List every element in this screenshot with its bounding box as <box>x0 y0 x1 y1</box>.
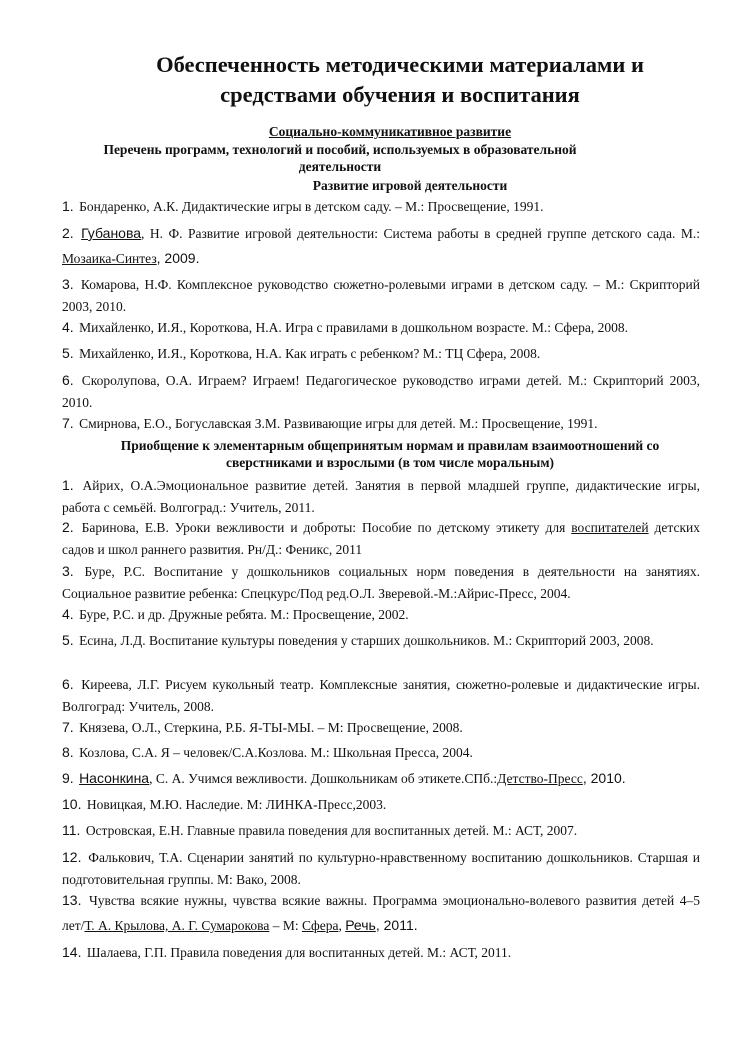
title-line-2: средствами обучения и воспитания <box>220 82 580 107</box>
item-number: 3. <box>62 563 74 579</box>
item-number: 4. <box>62 606 74 622</box>
item-text: Шалаева, Г.П. Правила поведения для воспитанных детей. М.: АСТ, 2011. <box>86 945 512 960</box>
item-number: 6. <box>62 676 74 692</box>
item-year: , 2009. <box>156 250 200 266</box>
item-author-link[interactable]: Губанова <box>81 225 142 241</box>
list-item <box>62 888 700 938</box>
item-text: Баринова, Е.В. Уроки вежливости и доброты: Пособие по детскому этикету для <box>81 520 572 535</box>
list-item <box>62 767 700 790</box>
list-item <box>62 369 700 414</box>
item-text: Киреева, Л.Г. Рисуем кукольный театр. Комплексные занятия, сюжетно-ролевые и дидактические игры. Волгоград: Учитель, 2008. <box>62 677 700 714</box>
item-text: Козлова, С.А. Я – человек/С.А.Козлова. М.: Школьная Пресса, 2004. <box>79 745 473 760</box>
title-line-1: Обеспеченность методическими материалами и <box>156 52 644 77</box>
item-number: 9. <box>62 770 74 786</box>
item-year: , 2010. <box>582 770 626 786</box>
item-number: 14. <box>62 944 82 960</box>
list-item <box>62 819 700 842</box>
item-text: , С. А. Учимся вежливости. Дошкольникам об этикете.СПб.: <box>149 771 498 786</box>
item-publisher-link[interactable]: Детство-Пресс <box>497 771 583 786</box>
section-title: Социально-коммуникативное развитие <box>268 124 512 139</box>
list-item <box>62 412 700 435</box>
item-text: Князева, О.Л., Стеркина, Р.Б. Я-ТЫ-МЫ. – М: Просвещение, 2008. <box>79 720 463 735</box>
list-heading-line-1: Перечень программ, технологий и пособий, используемых в образовательной <box>103 142 577 157</box>
item-number: 1. <box>62 477 74 493</box>
item-link[interactable]: воспитателей <box>571 520 649 535</box>
item-number: 11. <box>62 822 81 838</box>
item-number: 6. <box>62 372 74 388</box>
list-item <box>62 516 700 561</box>
item-publisher-link[interactable]: Речь <box>345 917 376 933</box>
item-text: Островская, Е.Н. Главные правила поведения для воспитанных детей. М.: АСТ, 2007. <box>85 823 578 838</box>
item-text: Буре, Р.С. Воспитание у дошкольников социальных норм поведения в деятельности на занятиях. Социальное развитие ребенка: Спецкурс/Под ред.О.Л. Зверевой.-М.:Айрис-Пресс, 2004. <box>62 564 701 601</box>
item-author-link[interactable]: Насонкина <box>79 770 150 786</box>
list-heading <box>40 141 640 175</box>
item-number: 3. <box>62 276 74 292</box>
list-item <box>62 846 700 891</box>
item-text: Смирнова, Е.О., Богуславская З.М. Развивающие игры для детей. М.: Просвещение, 1991. <box>79 416 598 431</box>
item-text: Есина, Л.Д. Воспитание культуры поведения у старших дошкольников. М.: Скрипторий 2003, 2008. <box>79 633 654 648</box>
subsection-line-1: Приобщение к элементарным общепринятым нормам и правилам взаимоотношений со <box>120 438 660 453</box>
item-year: , 2011. <box>375 917 418 933</box>
item-number: 8. <box>62 744 74 760</box>
item-number: 5. <box>62 632 74 648</box>
item-number: 1. <box>62 198 74 214</box>
item-text: Бондаренко, А.К. Дидактические игры в детском саду. – М.: Просвещение, 1991. <box>79 199 544 214</box>
item-text: Комарова, Н.Ф. Комплексное руководство сюжетно-ролевыми играми в детском саду. – М.: Скрипторий 2003, 2010. <box>62 277 701 314</box>
subsection-line-2: сверстниками и взрослыми (в том числе моральным) <box>225 455 555 470</box>
item-text: Буре, Р.С. и др. Дружные ребята. М.: Просвещение, 2002. <box>79 607 409 622</box>
list-item <box>62 793 700 816</box>
list-item <box>62 673 700 718</box>
item-text: , Н. Ф. Развитие игровой деятельности: Система работы в средней группе детского сада. М.: <box>141 226 700 241</box>
page-title <box>60 50 740 110</box>
item-publisher-link[interactable]: Мозаика-Синтез <box>62 251 157 266</box>
item-text: детских садов и школ раннего развития. Рн/Д.: Феникс, 2011 <box>62 520 700 557</box>
subsection-title-games: Развитие игровой деятельности <box>312 178 508 193</box>
list-item <box>62 342 700 365</box>
item-number: 5. <box>62 345 74 361</box>
item-text: Скоролупова, О.А. Играем? Играем! Педагогическое руководство играми детей. М.: Скрипторий 2003, 2010. <box>62 373 700 410</box>
item-publisher-link[interactable]: Сфера <box>301 918 339 933</box>
list-item <box>62 629 700 652</box>
item-text: Чувства всякие нужны, чувства всякие важны. Программа эмоционально-волевого развития детей 4–5 лет/ <box>62 893 700 933</box>
subsection-title-norms <box>60 437 720 471</box>
item-number: 2. <box>62 519 74 535</box>
list-item <box>62 316 700 339</box>
list-item <box>62 221 700 271</box>
list-item <box>62 273 700 318</box>
item-number: 13. <box>62 892 82 908</box>
item-number: 7. <box>62 415 74 431</box>
list-item <box>62 603 700 626</box>
list-item <box>62 716 700 739</box>
item-text: Михайленко, И.Я., Короткова, Н.А. Игра с правилами в дошкольном возрасте. М.: Сфера, 2008. <box>79 320 628 335</box>
item-number: 12. <box>62 849 82 865</box>
item-number: 4. <box>62 319 74 335</box>
item-text: Фалькович, Т.А. Сценарии занятий по культурно-нравственному воспитанию дошкольников. Старшая и подготовительная группы. М: Вако, 2008. <box>62 850 700 887</box>
list-item <box>62 474 700 519</box>
item-text: – М: <box>269 918 302 933</box>
list-heading-line-2: деятельности <box>298 159 382 174</box>
item-number: 7. <box>62 719 74 735</box>
list-item <box>62 941 700 964</box>
item-text: Михайленко, И.Я., Короткова, Н.А. Как играть с ребенком? М.: ТЦ Сфера, 2008. <box>79 346 541 361</box>
item-number: 2. <box>62 225 74 241</box>
list-item <box>62 560 700 605</box>
item-number: 10. <box>62 796 82 812</box>
item-text: Айрих, О.А.Эмоциональное развитие детей. Занятия в первой младшей группе, дидактические игры, работа с семьёй. Волгоград.: Учитель, 2011. <box>62 478 701 515</box>
list-item <box>62 741 700 764</box>
item-text: , <box>338 918 346 933</box>
list-item <box>62 195 700 218</box>
item-text: Новицкая, М.Ю. Наследие. М: ЛИНКА-Пресс,2003. <box>86 797 387 812</box>
item-authors-link[interactable]: Т. А. Крылова, А. Г. Сумарокова <box>84 918 270 933</box>
